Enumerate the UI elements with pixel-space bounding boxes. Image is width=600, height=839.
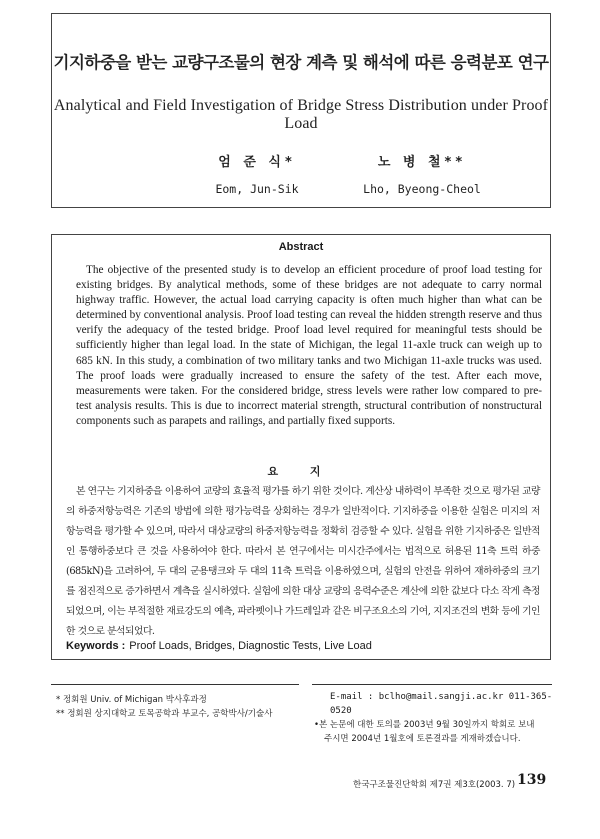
keywords-value: Proof Loads, Bridges, Diagnostic Tests, Live Load	[129, 640, 372, 652]
footnote-rule-left	[51, 684, 299, 685]
discussion-note-1: •본 논문에 대한 토의를 2003년 9월 30일까지 학회로 보내	[314, 720, 535, 730]
contact-footnotes	[314, 690, 554, 746]
title-block	[51, 13, 551, 208]
abstract-heading: Abstract	[278, 241, 324, 253]
abstract-block	[51, 234, 551, 660]
author-1	[202, 151, 312, 196]
affiliation-footnotes	[56, 693, 301, 721]
page-number: 139	[517, 772, 547, 788]
journal-citation: 한국구조물진단학회 제7권 제3호(2003. 7)	[353, 780, 516, 790]
abstract-text: The objective of the presented study is to develop an efficient procedure of proof load testing for existing bridges. By analytical methods, some of these bridges are not adequate to carry normal highway traffic. However, the actual load carrying capacity is often much higher than what can be determined by conventional analysis. Proof load testing can reveal the hidden strength reserve and thus verify the adequacy of the tested bridge. Proof load level required for meaningful tests should be sufficiently higher than legal load. In the state of Michigan, the legal 11-axle truck can weigh up to 685 kN. In this study, a combination of two military tanks and two Michigan 11-axle trucks was used. The proof loads were gradually increased to ensure the safety of the test. After each move, measurements were taken. For the considered bridge, stress levels were rather low compared to pre-test analysis results. This is due to incorrect material strength, structural contribution of nonstructural components such as parapets and railings, and partially fixed supports.	[76, 264, 542, 427]
english-title: Analytical and Field Investigation of Bridge Stress Distribution under Proof Load	[53, 97, 549, 132]
author-2	[352, 151, 492, 196]
keywords-line	[66, 640, 372, 652]
author-1-english-name: Eom, Jun-Sik	[215, 182, 299, 196]
email-line: E-mail : bclho@mail.sangji.ac.kr 011-365-0520	[330, 692, 553, 716]
affiliation-1: * 정회원 Univ. of Michigan 박사후과정	[56, 695, 207, 705]
affiliation-2: ** 정회원 상지대학교 토목공학과 부교수, 공학박사/기술사	[56, 709, 273, 719]
keywords-label: Keywords :	[66, 640, 126, 652]
korean-title: 기지하중을 받는 교량구조물의 현장 계측 및 해석에 따른 응력분포 연구	[53, 53, 549, 72]
author-2-english-name: Lho, Byeong-Cheol	[363, 182, 481, 196]
summary-heading: 요 지	[267, 465, 335, 478]
footnote-rule-right	[312, 684, 552, 685]
author-2-korean-name: 노 병 철**	[377, 155, 467, 170]
discussion-note-2: 주시면 2004년 1월호에 토론결과를 게재하겠습니다.	[324, 734, 521, 744]
summary-text: 본 연구는 기지하중을 이용하여 교량의 효율적 평가를 하기 위한 것이다. 계산상 내하력이 부족한 것으로 평가된 교량의 하중저항능력은 기존의 방법에 의한 평가능력을 상회하는 경우가 일반적이다. 기지하중을 이용한 실험은 미지의 저항능력을 평가할 수 있으며, 따라서 대상교량의 하중저항능력을 정확히 검증할 수 있다. 실험을 위한 기지하중은 일반적인 통행하중보다 큰 것을 사용하여야 한다. 따라서 본 연구에서는 미시간주에서는 법적으로 허용된 11축 트럭 하중(685kN)을 고려하여, 두 대의 군용탱크와 두 대의 11축 트럭을 이용하였으며, 실험의 안전을 위하여 재하하중의 크기를 점진적으로 증가하면서 계측을 실시하였다. 실험에 의한 대상 교량의 응력수준은 계산에 의한 값보다 다소 작게 측정되었으며, 이는 부적절한 재료강도의 예측, 파라펫이나 가드레일과 같은 비구조요소의 기여, 지지조건의 변화 등에 기인한 것으로 분석되었다.	[66, 486, 540, 637]
author-1-korean-name: 엄 준 식*	[218, 155, 296, 170]
